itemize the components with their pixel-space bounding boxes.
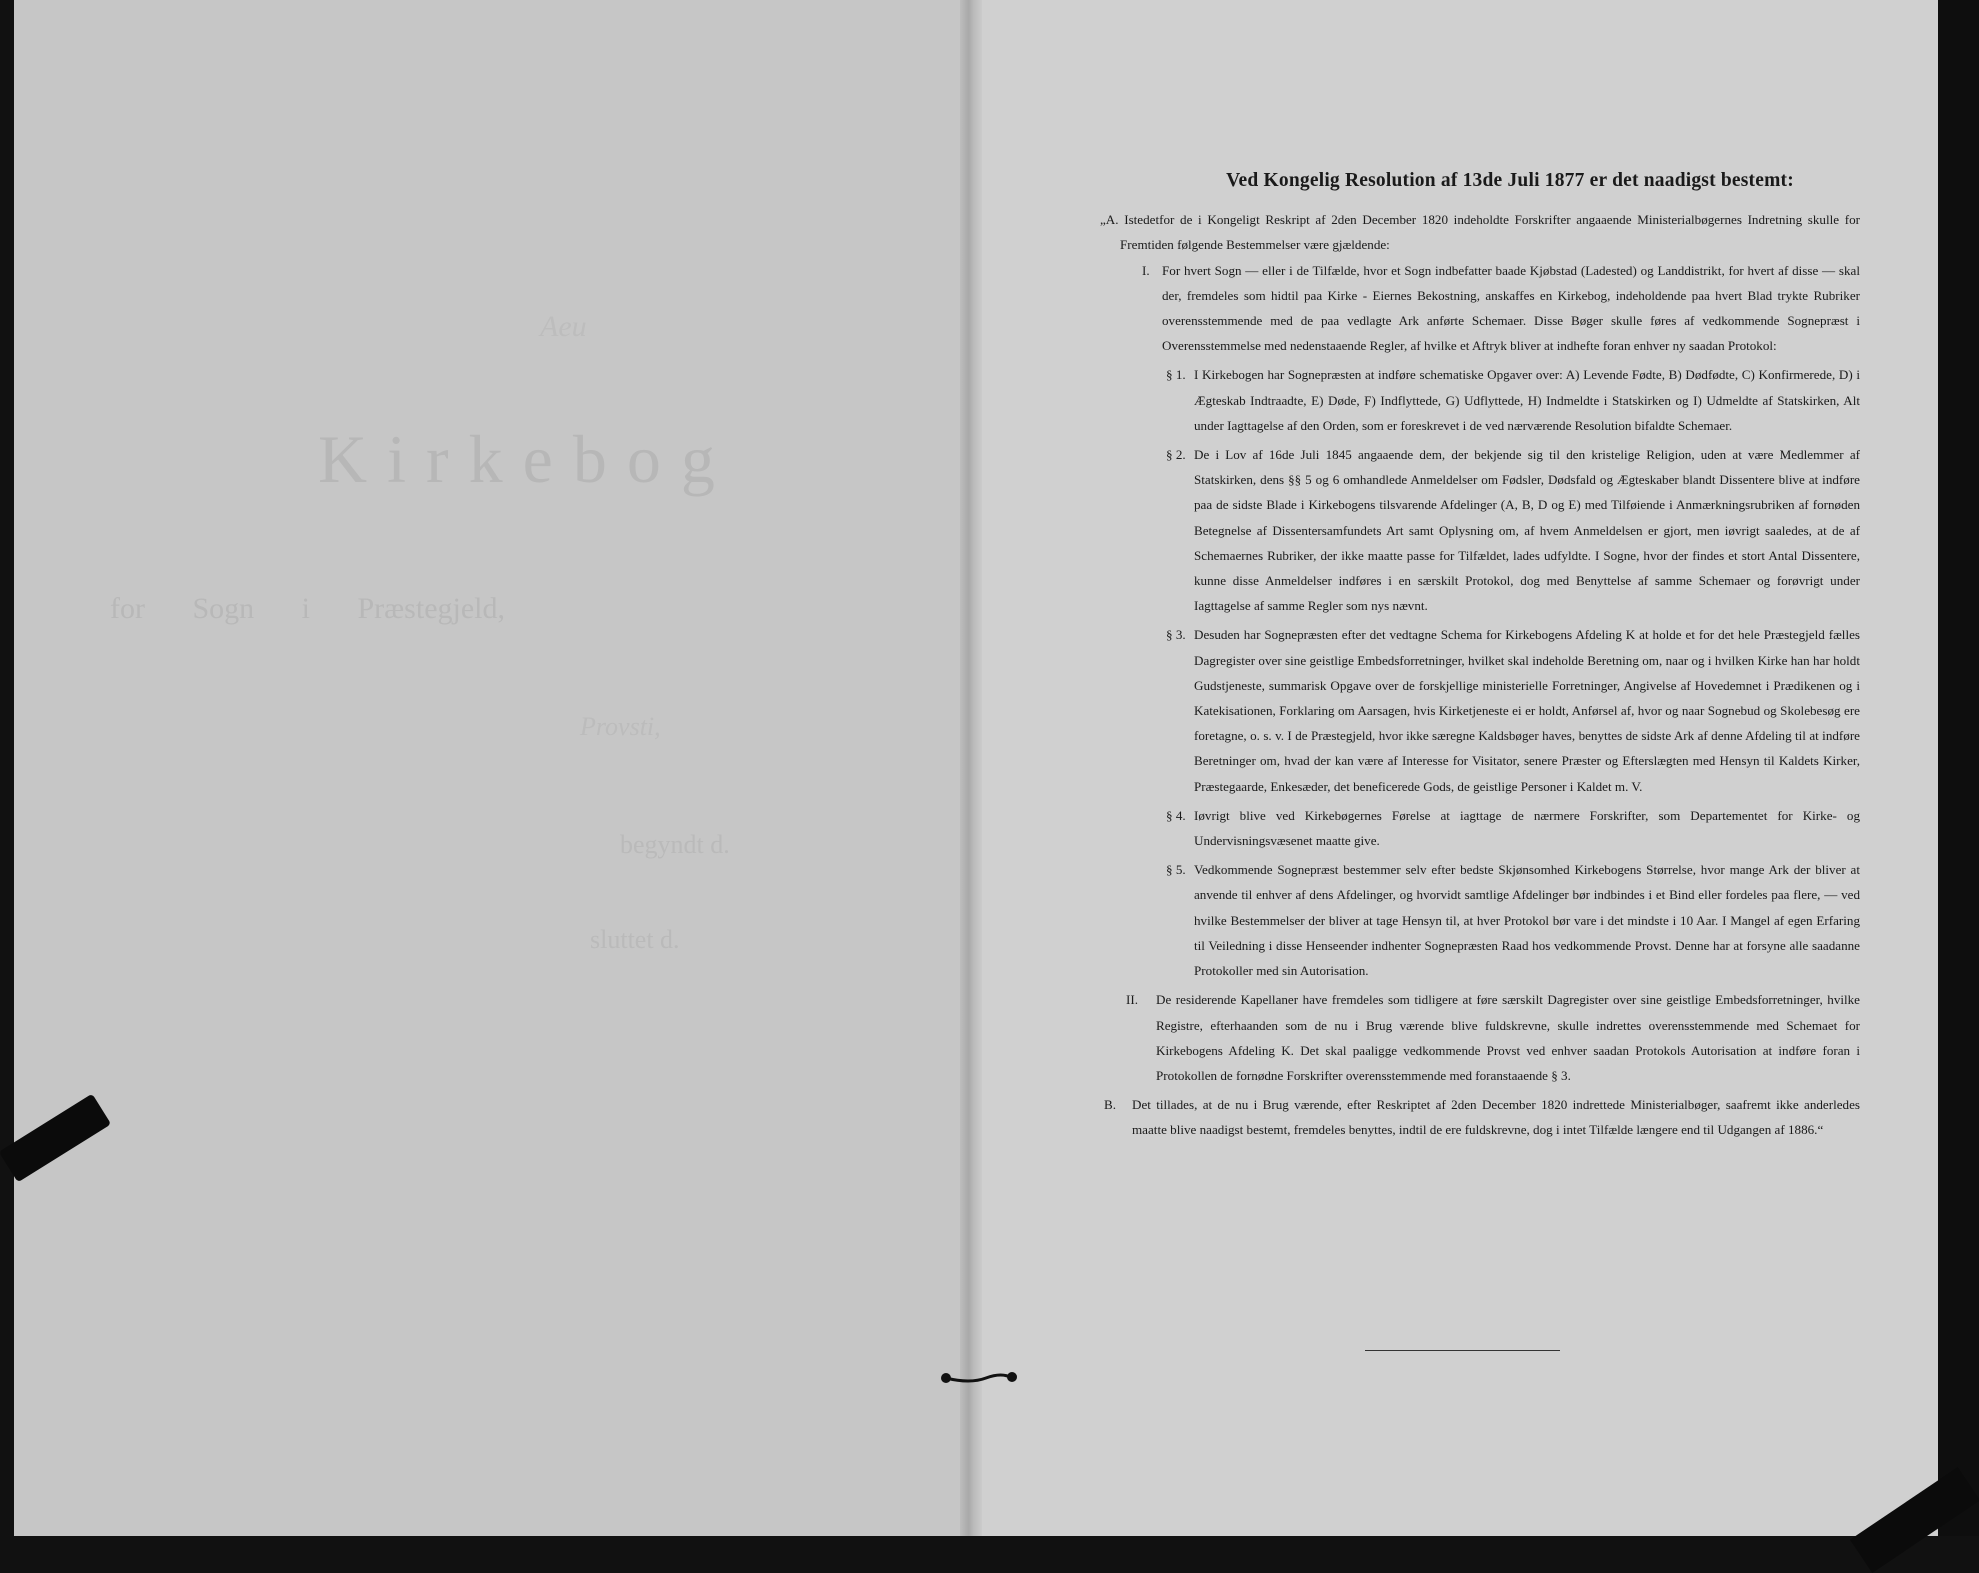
section-3	[1166, 622, 1860, 798]
faint-handwriting: Aeu	[540, 310, 587, 343]
left-page	[14, 0, 970, 1536]
section-text: Iøvrigt blive ved Kirkebøgernes Førelse at iagttage de nærmere Forskrifter, som Departementet for Kirke- og Undervisningsvæsenet maatte give.	[1194, 807, 1860, 849]
section-text: Desuden har Sognepræsten efter det vedtagne Schema for Kirkebogens Afdeling K at holde et for det hele Præstegjeld fælles Dagregister over sine geistlige Embedsforretninger, hvilket skal indeholde Beretning om, naar og i hvilken Kirke han har holdt Gudstjeneste, summarisk Opgave over de forskjellige ministerielle Forretninger, Angivelse af Hovedemnet i Prædikenen og i Katekisationen, Forklaring om Aarsagen, hvis Kirketjeneste ei er holdt, Anførsel af, hvor og naar Sognebud og Skolebesøg ere foretagne, o. s. v. I de Præstegjeld, hvor ikke særegne Kaldsbøger haves, benyttes de sidste Ark af denne Afdeling til at indføre Beretninger om, hvad der kan være af Interesse for Visitator, senere Præster og Efterslægten med Hensyn til Kaldets Kirker, Præstegaarde, Enkesæder, det beneficerede Gods, de geistlige Personer i Kaldet m. V.	[1194, 627, 1860, 794]
section-number: § 3.	[1166, 627, 1186, 643]
scan-edge	[1938, 0, 1979, 1536]
binding-thread-icon	[940, 1368, 1018, 1388]
paragraph-b	[1104, 1092, 1860, 1142]
roman-text: De residerende Kapellaner have fremdeles som tidligere at føre særskilt Dagregister over sine geistlige Embedsforretninger, hvilke Registre, efterhaanden som de nu i Brug værende blive fuldskrevne, skulle indrettes overensstemmende med Schemaet for Kirkebogens Afdeling K. Det skal paaligge vedkommende Provst ved enhver saadan Protokols Autorisation at indføre foran i Protokollen de fornødne Forskrifter overensstemmende med foranstaaende § 3.	[1156, 992, 1860, 1083]
resolution-text	[1090, 168, 1860, 1143]
section-text: I Kirkebogen har Sognepræsten at indføre schematiske Opgaver over: A) Levende Fødte, B) Dødfødte, C) Konfirmerede, D) i Ægteskab Indtraadte, E) Døde, F) Indflyttede, G) Udflyttede, H) Indmeldte i Statskirken og I) Udmeldte af Statskirken, Alt under Iagttagelse af den Orden, som er foreskrevet i de ved nærværende Resolution bifaldte Schemaer.	[1194, 367, 1860, 433]
section-2	[1166, 442, 1860, 618]
section-number: § 1.	[1166, 367, 1186, 383]
section-number: § 5.	[1166, 862, 1186, 878]
section-5	[1166, 857, 1860, 983]
section-text: De i Lov af 16de Juli 1845 angaaende dem, der bekjende sig til den kristelige Religion, uden at være Medlemmer af Statskirken, dens §§ 5 og 6 omhandlede Anmeldelser om Fødsler, Dødsfald og Ægteskaber blandt Dissentere blive at indføre paa de sidste Blade i Kirkebogens tilsvarende Afdelinger (A, B, D og E) med Tilføiende i Anmærkningsrubriken af fornøden Betegnelse af Dissentersamfundets Art samt Oplysning om, af hvem Anmeldelsen er gjort, men iøvrigt saaledes, at de af Schemaernes Rubriker, der ikke maatte passe for Tilfældet, lades udfyldte. I Sogne, hvor der findes et stort Antal Dissentere, kunne disse Anmeldelser indføres i en særskilt Protokol, dog med Benyttelse af samme Schemaer og forøvrigt under Iagttagelse af samme Regler som nys nævnt.	[1194, 447, 1860, 614]
roman-section-2	[1126, 987, 1860, 1088]
closing-rule	[1365, 1350, 1560, 1351]
book-spine	[960, 0, 982, 1536]
paragraph-b-text: Det tillades, at de nu i Brug værende, efter Reskriptet af 2den December 1820 indrettede Ministerialbøger, saafremt ikke anderledes maatte blive naadigst bestemt, fremdeles benyttes, indtil de ere fuldskrevne, dog i intet Tilfælde længere end til Udgangen af 1886.“	[1132, 1097, 1860, 1138]
section-1	[1166, 362, 1860, 438]
paragraph-letter: B.	[1104, 1097, 1117, 1113]
roman-number: II.	[1126, 992, 1138, 1008]
roman-number: I.	[1142, 262, 1150, 278]
section-text: Vedkommende Sognepræst bestemmer selv efter bedste Skjønsomhed Kirkebogens Størrelse, hvor mange Ark der bliver at anvende til enhver af dens Afdelinger, og hvorvidt samtlige Afdelinger bør indbindes i et Bind eller fordeles paa flere, — ved hvilke Bestemmelser der bliver at tage Hensyn til, at hver Protokol bør vare i det mindste i 10 Aar. I Mangel af egen Erfaring til Veiledning i disse Henseender indhenter Sognepræsten Raad hos vedkommende Provst. Denne har at forsyne alle saadanne Protokoller med sin Autorisation.	[1194, 862, 1860, 979]
faint-line-provsti: Provsti,	[580, 712, 661, 741]
faint-sluttet: sluttet d.	[590, 925, 680, 954]
faint-line-sogn: for Sogn i Præstegjeld,	[110, 592, 505, 625]
roman-section-1	[1142, 258, 1860, 359]
faint-title: Kirkebog	[318, 421, 735, 497]
paragraph-a: „A. Istedetfor de i Kongeligt Reskript af 2den December 1820 indeholdte Forskrifter angaaende Ministerialbøgernes Indretning skulle for Fremtiden følgende Bestemmelser være gjældende:	[1100, 212, 1860, 253]
section-4	[1166, 803, 1860, 853]
roman-text: For hvert Sogn — eller i de Tilfælde, hvor et Sogn indbefatter baade Kjøbstad (Ladested) og Landdistrikt, for hvert af disse — skal der, fremdeles som hidtil paa Kirke - Eiernes Bekostning, anskaffes en Kirkebog, indeholdende paa hvert Blad trykte Rubriker overensstemmende med de paa vedlagte Ark anførte Schemaer. Disse Bøger skulle føres af vedkommende Sognepræst i Overensstemmelse med nedenstaaende Regler, af hvilke et Aftryk bliver at indhefte foran enhver ny saadan Protokol:	[1162, 262, 1860, 354]
faint-begyndt: begyndt d.	[620, 830, 730, 859]
document-title: Ved Kongelig Resolution af 13de Juli 1877 er det naadigst bestemt:	[1226, 170, 1794, 191]
section-number: § 2.	[1166, 447, 1186, 463]
section-number: § 4.	[1166, 807, 1186, 823]
